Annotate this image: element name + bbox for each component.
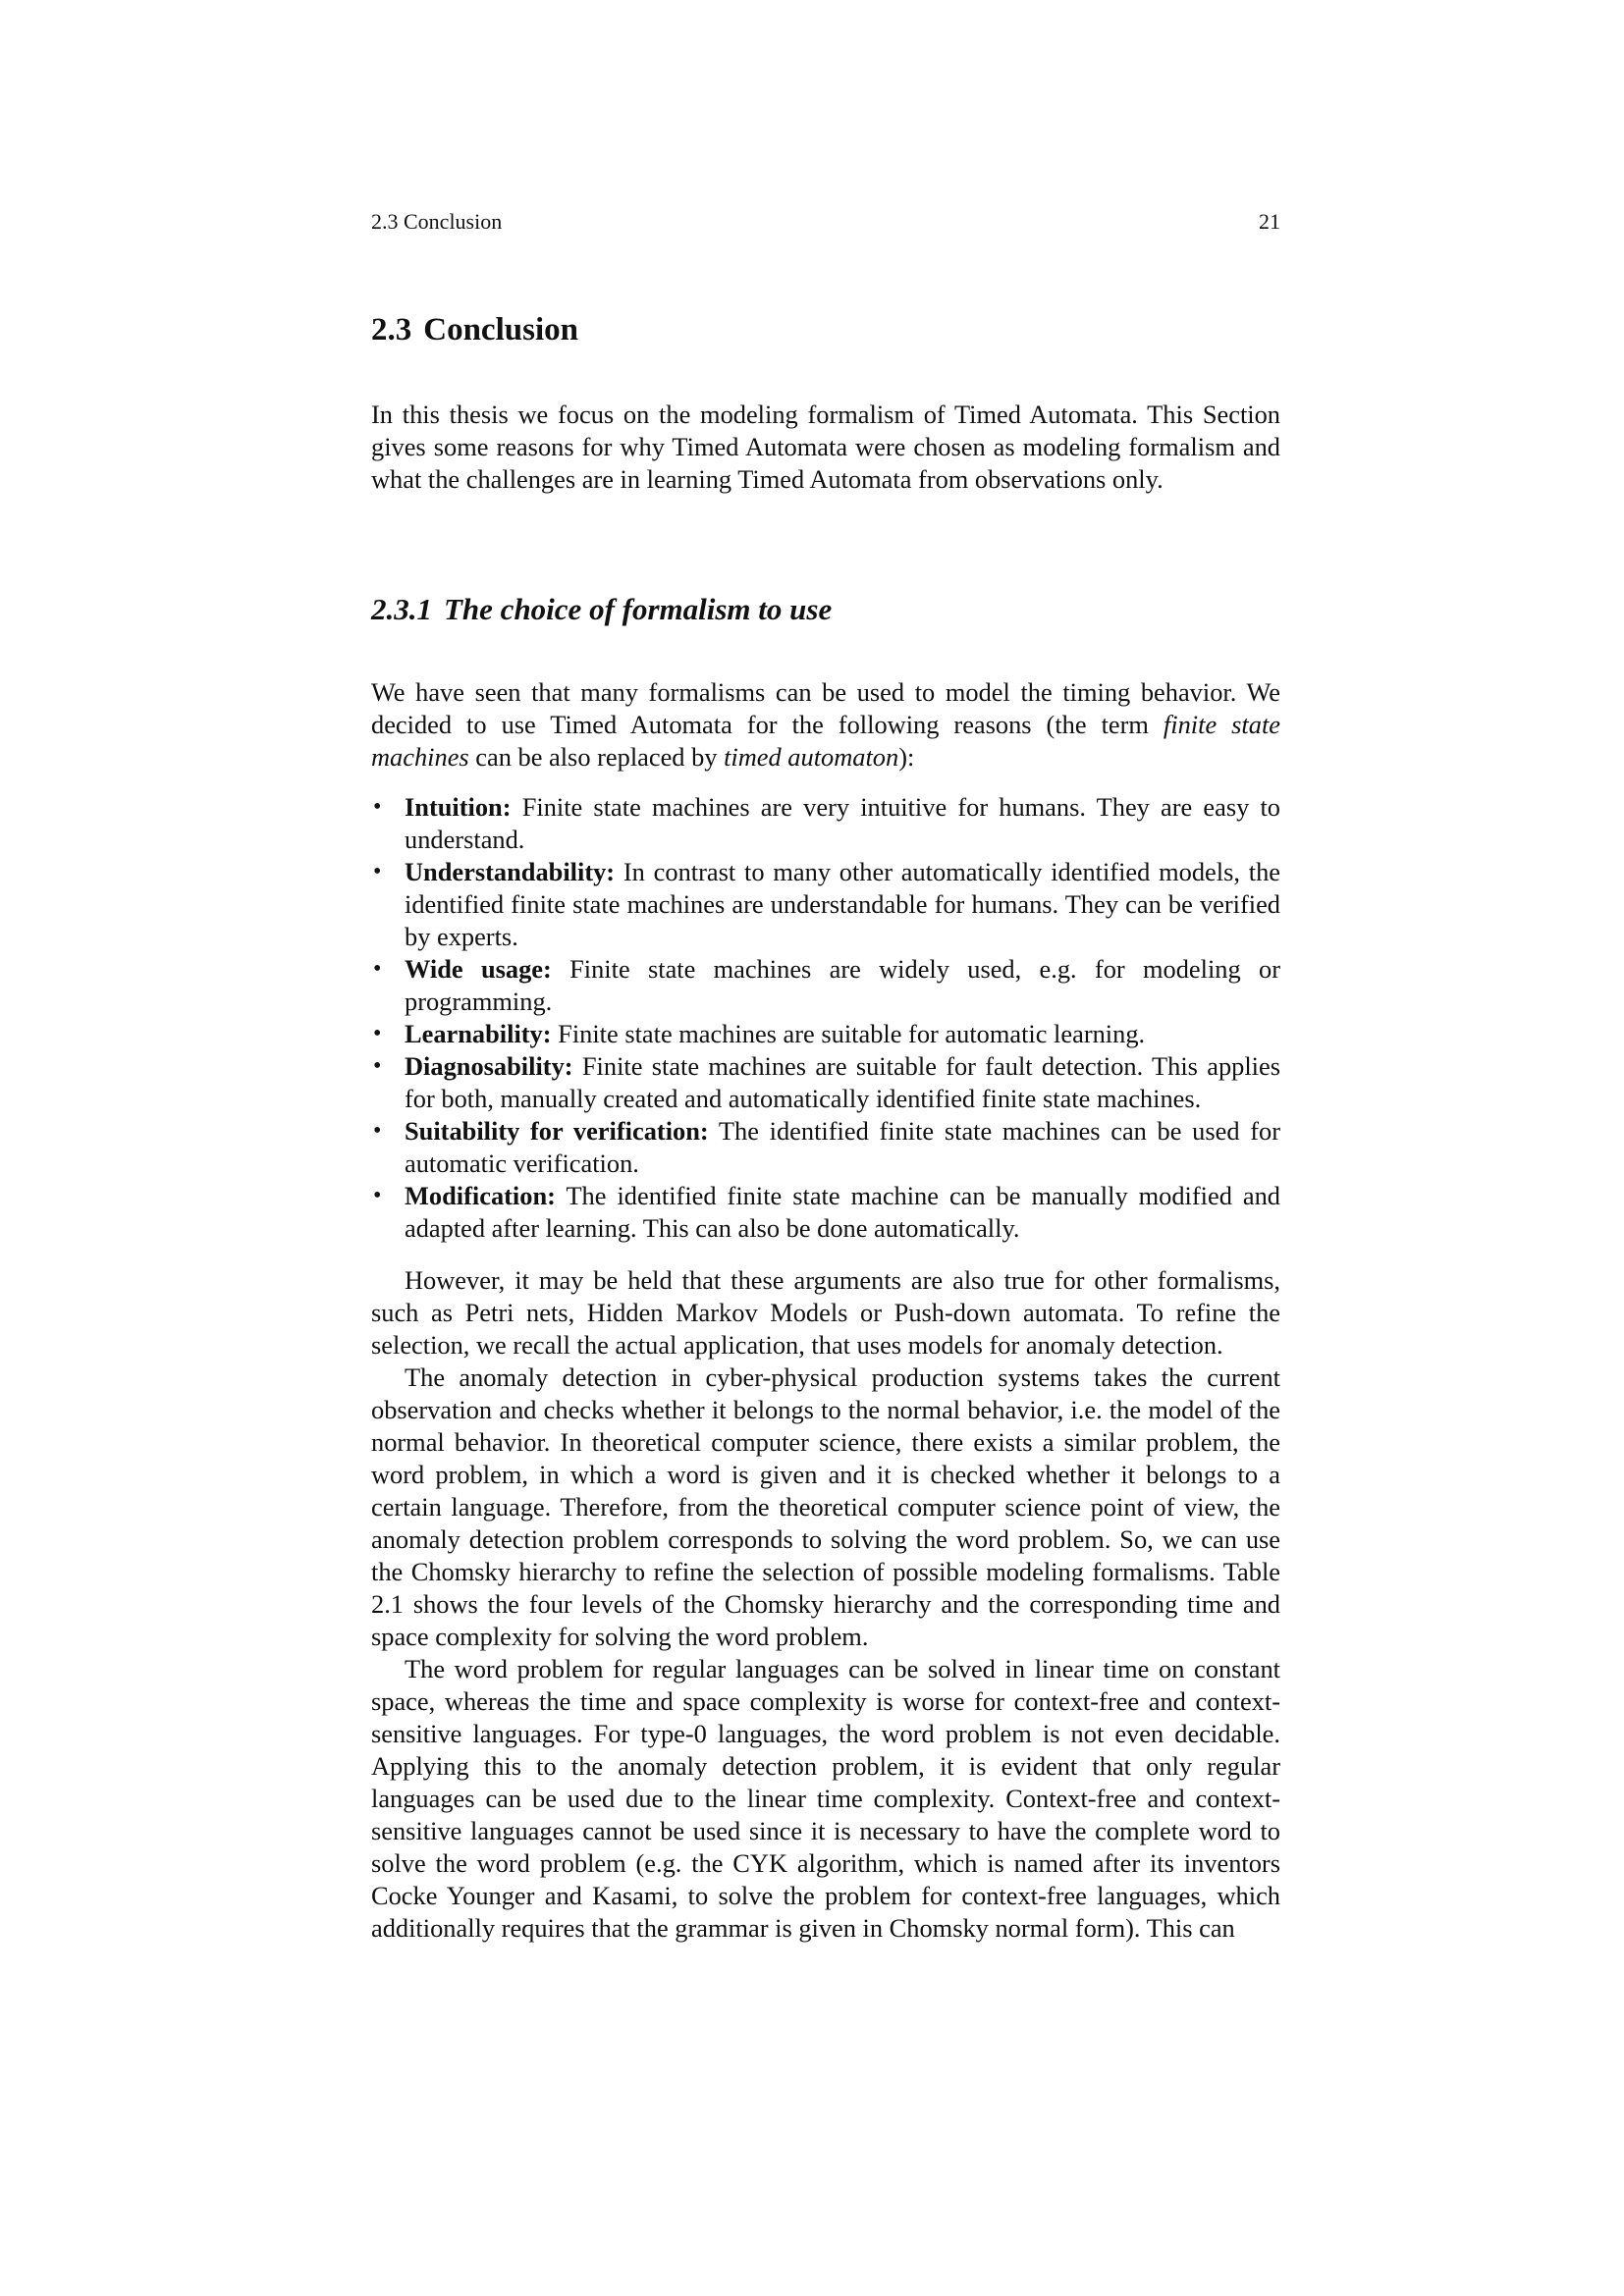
body-paragraph: The word problem for regular languages can be solved in linear time on constant space, whereas the time and space complexity is worse for context-free and context-sensitive languages. For type-0 languages, the word problem is not even decidable. Applying this to the anomaly detection problem, it is evident that only regular languages can be used due to the linear time complexity. Context-free and context-sensitive languages cannot be used since it is necessary to have the complete word to solve the word problem (e.g. the CYK algorithm, which is named after its inventors Cocke Younger and Kasami, to solve the problem for context-free languages, which additionally requires that the grammar is given in Chomsky normal form). This can	[371, 1654, 1280, 1943]
list-item	[371, 791, 1280, 856]
reason-text: Finite state machines are very intuitive for humans. They are easy to understand.	[405, 792, 1280, 854]
intro-emphasis-2: timed automaton	[724, 742, 899, 772]
intro-text-3: ):	[898, 742, 915, 772]
list-item	[371, 1115, 1280, 1180]
reason-term: Understandability:	[405, 857, 616, 886]
reason-term: Modification:	[405, 1181, 556, 1210]
list-item	[371, 856, 1280, 953]
intro-text-2: can be also replaced by	[468, 742, 725, 772]
bullet-icon: •	[373, 1118, 382, 1144]
reason-term: Diagnosability:	[405, 1051, 573, 1081]
bullet-icon: •	[373, 1021, 382, 1046]
bullet-icon: •	[373, 859, 382, 884]
list-item	[371, 1018, 1280, 1050]
reason-term: Wide usage:	[405, 954, 552, 984]
reason-text: Finite state machines are widely used, e.g. for modeling or programming.	[405, 954, 1280, 1016]
reason-text: Finite state machines are suitable for automatic learning.	[551, 1019, 1146, 1048]
list-item	[371, 953, 1280, 1018]
reason-text: In contrast to many other automatically identified models, the identified finite state machines are understandable for humans. They can be verified by experts.	[405, 857, 1280, 951]
subsection-number: 2.3.1	[371, 592, 432, 626]
bullet-icon: •	[373, 956, 382, 982]
bullet-icon: •	[373, 794, 382, 820]
section-number: 2.3	[371, 312, 412, 347]
bullet-icon: •	[373, 1183, 382, 1208]
section-title: Conclusion	[423, 312, 578, 347]
running-title: 2.3 Conclusion	[371, 209, 503, 234]
reason-text: The identified finite state machine can be manually modified and adapted after learning. This can also be done automatically.	[405, 1181, 1280, 1243]
section-intro-paragraph: In this thesis we focus on the modeling formalism of Timed Automata. This Section gives some reasons for why Timed Automata were chosen as modeling formalism and what the challenges are in learning Timed Automata from observations only.	[371, 400, 1280, 494]
section-heading	[371, 310, 1280, 349]
page-body	[371, 206, 1280, 1945]
page-number: 21	[1259, 209, 1280, 234]
subsection-heading	[371, 590, 1280, 629]
reason-term: Learnability:	[405, 1019, 552, 1048]
list-item	[371, 1050, 1280, 1115]
subsection-intro-paragraph	[371, 676, 1280, 774]
subsection-title: The choice of formalism to use	[444, 592, 833, 626]
running-head	[371, 206, 1280, 238]
bullet-icon: •	[373, 1053, 382, 1079]
reason-term: Intuition:	[405, 792, 512, 822]
reason-term: Suitability for verification:	[405, 1116, 709, 1146]
reason-text: Finite state machines are suitable for fault detection. This applies for both, manually created and automatically identified finite state machines.	[405, 1051, 1280, 1113]
reasons-list	[371, 791, 1280, 1245]
intro-emphasis-1: finite state machines	[371, 710, 1280, 772]
intro-text-1: We have seen that many formalisms can be used to model the timing behavior. We decided to use Timed Automata for the following reasons (the term	[371, 677, 1280, 739]
list-item	[371, 1180, 1280, 1245]
reason-text: The identified finite state machines can be used for automatic verification.	[405, 1116, 1280, 1178]
body-paragraph: The anomaly detection in cyber-physical production systems takes the current observation and checks whether it belongs to the normal behavior, i.e. the model of the normal behavior. In theoretical computer science, there exists a similar problem, the word problem, in which a word is given and it is checked whether it belongs to a certain language. Therefore, from the theoretical computer science point of view, the anomaly detection problem corresponds to solving the word problem. So, we can use the Chomsky hierarchy to refine the selection of possible modeling formalisms. Table 2.1 shows the four levels of the Chomsky hierarchy and the corresponding time and space complexity for solving the word problem.	[371, 1362, 1280, 1651]
body-paragraph: However, it may be held that these arguments are also true for other formalisms, such as Petri nets, Hidden Markov Models or Push-down automata. To refine the selection, we recall the actual application, that uses models for anomaly detection.	[371, 1265, 1280, 1360]
